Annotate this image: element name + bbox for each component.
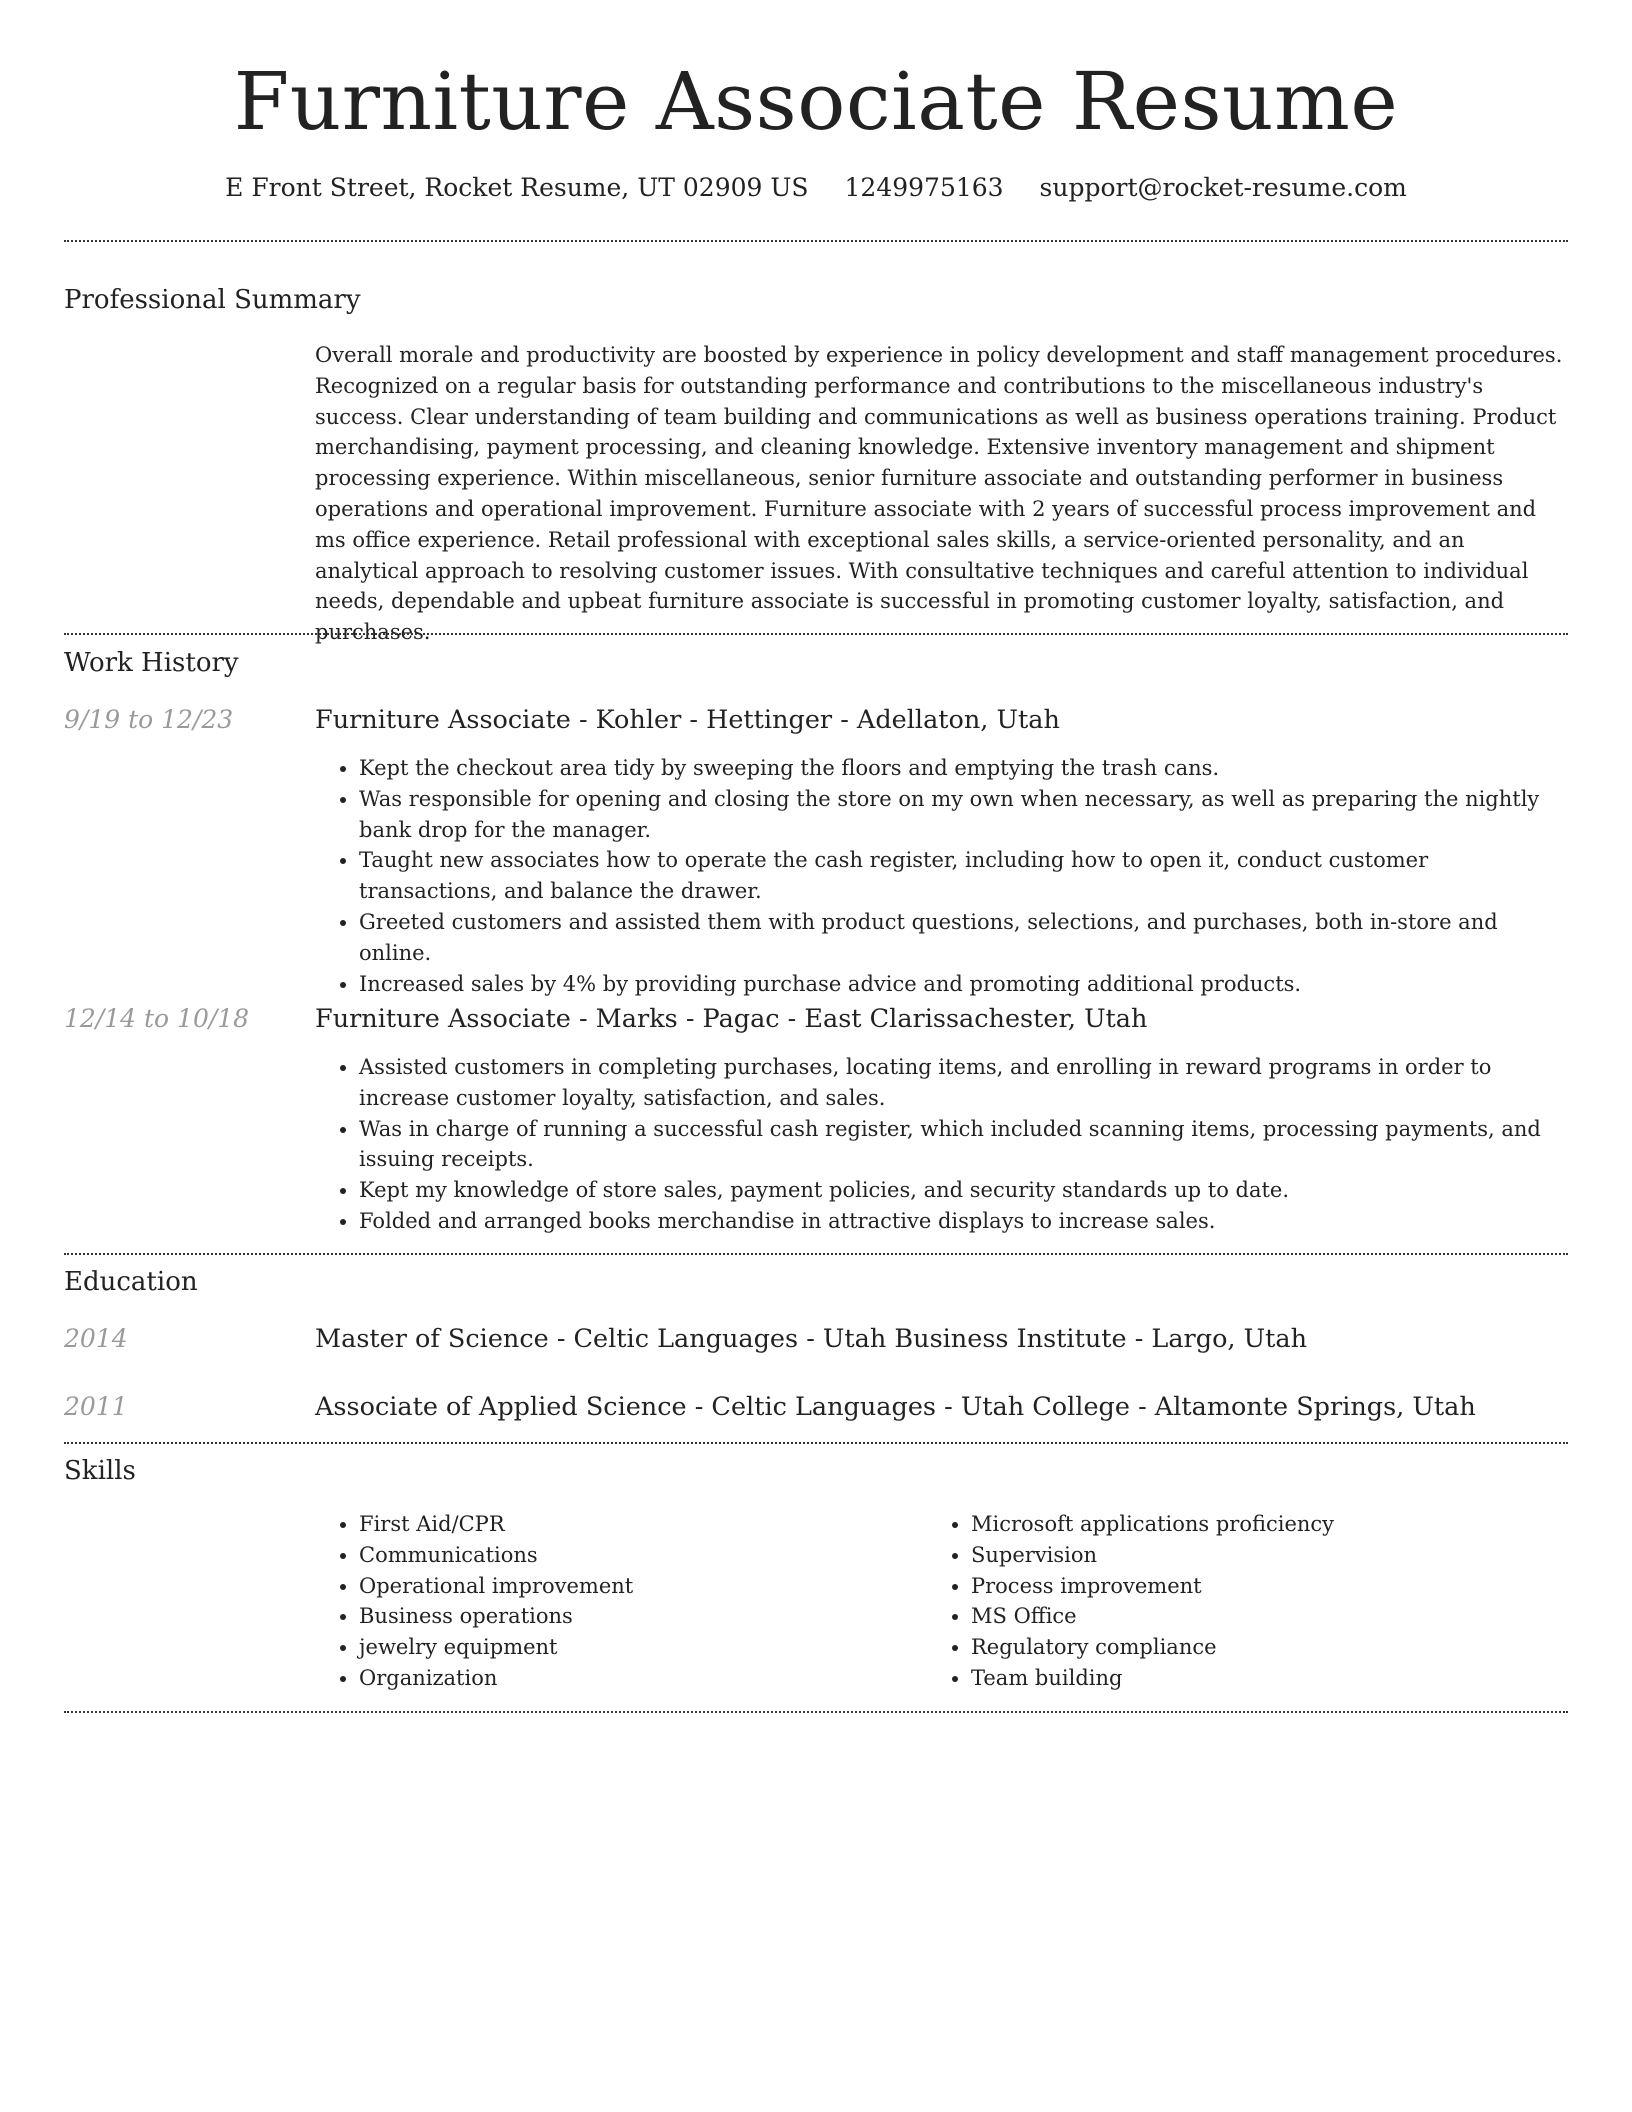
skills-list-right: [927, 1509, 1527, 1694]
education-year: 2014: [64, 1324, 128, 1353]
skill-item: • Organization: [359, 1663, 915, 1694]
skill-item: • Business operations: [359, 1601, 915, 1632]
job-bullet: • Assisted customers in completing purchases, locating items, and enrolling in reward programs in order to increase customer loyalty, satisfaction, and sales.: [359, 1052, 1568, 1114]
skill-item: • jewelry equipment: [359, 1632, 915, 1663]
job-dates: 12/14 to 10/18: [64, 1004, 250, 1033]
job-bullet: • Increased sales by 4% by providing purchase advice and promoting additional products.: [359, 969, 1568, 1000]
summary-heading: Professional Summary: [64, 285, 361, 315]
section-divider: [64, 1711, 1568, 1713]
job-bullets: [315, 753, 1568, 999]
job-dates: 9/19 to 12/23: [64, 705, 234, 734]
work-history-heading: Work History: [64, 648, 239, 678]
skill-item: • Operational improvement: [359, 1571, 915, 1602]
job-bullet: • Folded and arranged books merchandise in attractive displays to increase sales.: [359, 1206, 1568, 1237]
section-divider: [64, 240, 1568, 242]
skill-item: • Communications: [359, 1540, 915, 1571]
job-bullet: • Greeted customers and assisted them with product questions, selections, and purchases, both in-store and online.: [359, 907, 1568, 969]
education-heading: Education: [64, 1267, 198, 1297]
skill-item: • MS Office: [971, 1601, 1527, 1632]
education-entry: Master of Science - Celtic Languages - Utah Business Institute - Largo, Utah: [315, 1324, 1307, 1354]
resume-title: Furniture Associate Resume: [233, 55, 1399, 148]
skills-heading: Skills: [64, 1456, 136, 1486]
section-divider: [64, 1253, 1568, 1255]
section-divider: [64, 633, 1568, 635]
contact-line: [0, 170, 1632, 206]
job-bullet: • Taught new associates how to operate the cash register, including how to open it, conduct customer transactions, and balance the drawer.: [359, 845, 1568, 907]
skills-list-left: [315, 1509, 915, 1694]
skill-item: • Microsoft applications proficiency: [971, 1509, 1527, 1540]
job-title: Furniture Associate - Marks - Pagac - East Clarissachester, Utah: [315, 1004, 1148, 1034]
job-title: Furniture Associate - Kohler - Hettinger - Adellaton, Utah: [315, 705, 1060, 735]
skill-item: • Supervision: [971, 1540, 1527, 1571]
skill-item: • First Aid/CPR: [359, 1509, 915, 1540]
education-entry: Associate of Applied Science - Celtic Languages - Utah College - Altamonte Springs, Utah: [315, 1392, 1476, 1422]
contact-phone: 1249975163: [844, 173, 1004, 202]
skill-item: • Process improvement: [971, 1571, 1527, 1602]
job-bullet: • Kept the checkout area tidy by sweeping the floors and emptying the trash cans.: [359, 753, 1568, 784]
job-bullet: • Kept my knowledge of store sales, payment policies, and security standards up to date.: [359, 1175, 1568, 1206]
skill-item: • Regulatory compliance: [971, 1632, 1527, 1663]
summary-text: Overall morale and productivity are boosted by experience in policy development and staff management procedures. Recognized on a regular basis for outstanding performance and contributions to the miscellaneous industry's success. Clear understanding of team building and communications as well as business operations training. Product merchandising, payment processing, and cleaning knowledge. Extensive inventory management and shipment processing experience. Within miscellaneous, senior furniture associate and outstanding performer in business operations and operational improvement. Furniture associate with 2 years of successful process improvement and ms office experience. Retail professional with exceptional sales skills, a service-oriented personality, and an analytical approach to resolving customer issues. With consultative techniques and careful attention to individual needs, dependable and upbeat furniture associate is successful in promoting customer loyalty, satisfaction, and purchases.: [315, 343, 1563, 645]
job-bullet: • Was responsible for opening and closing the store on my own when necessary, as well as preparing the nightly bank drop for the manager.: [359, 784, 1568, 846]
job-bullets: [315, 1052, 1568, 1237]
section-divider: [64, 1442, 1568, 1444]
contact-email: support@rocket-resume.com: [1039, 173, 1407, 202]
job-bullet: • Was in charge of running a successful cash register, which included scanning items, processing payments, and issuing receipts.: [359, 1114, 1568, 1176]
education-year: 2011: [64, 1392, 128, 1421]
contact-address: E Front Street, Rocket Resume, UT 02909 US: [225, 173, 809, 202]
skill-item: • Team building: [971, 1663, 1527, 1694]
